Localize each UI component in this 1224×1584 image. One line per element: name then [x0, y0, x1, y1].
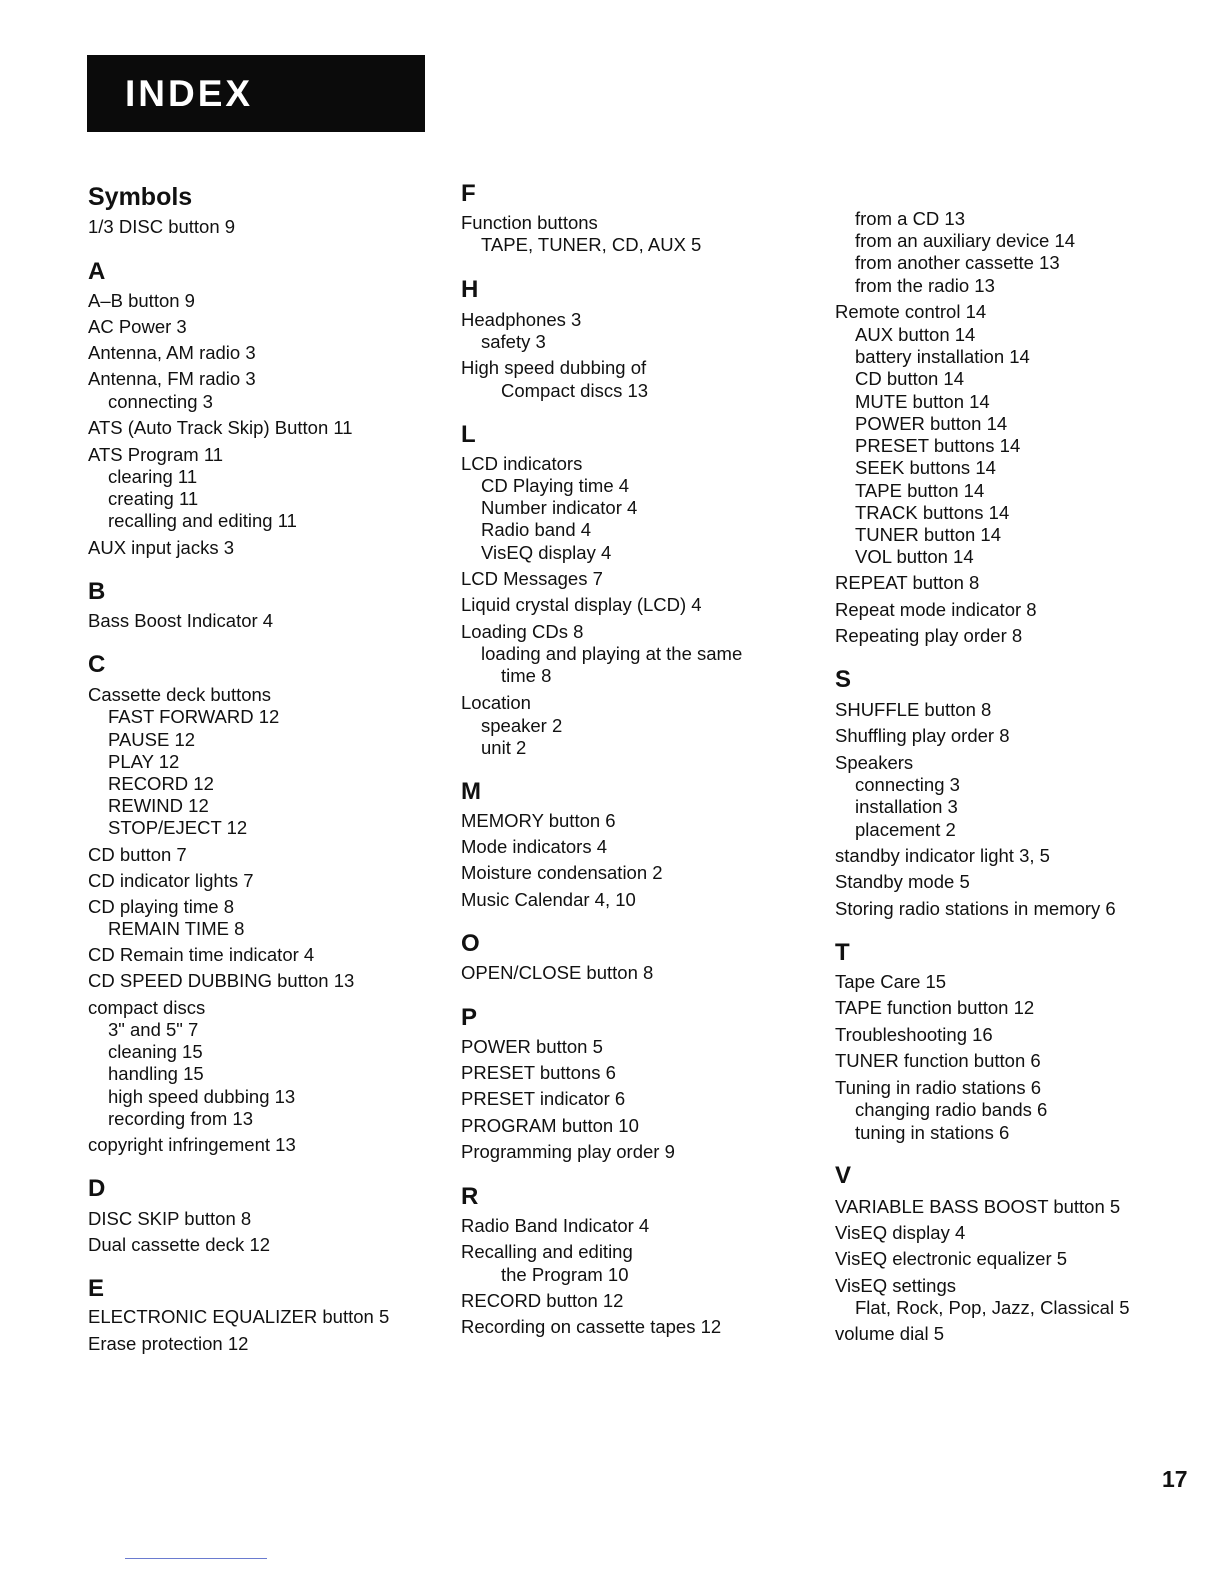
index-letter-heading: O	[461, 930, 480, 957]
index-letter-heading: R	[461, 1183, 479, 1210]
index-subentry: Flat, Rock, Pop, Jazz, Classical 5	[855, 1297, 1130, 1318]
index-subentry: VisEQ display 4	[481, 542, 612, 563]
index-entry: Repeat mode indicator 8	[835, 599, 1037, 620]
index-subentry: unit 2	[481, 737, 527, 758]
index-subentry: Compact discs 13	[501, 380, 649, 401]
index-entry: compact discs	[88, 997, 206, 1018]
index-entry: Music Calendar 4, 10	[461, 889, 636, 910]
index-entry: VARIABLE BASS BOOST button 5	[835, 1196, 1121, 1217]
index-entry: VisEQ electronic equalizer 5	[835, 1248, 1068, 1269]
index-entry: Recalling and editing	[461, 1241, 633, 1262]
index-entry: CD indicator lights 7	[88, 870, 254, 891]
index-entry: A–B button 9	[88, 290, 195, 311]
index-letter-heading: T	[835, 939, 850, 966]
index-subentry: high speed dubbing 13	[108, 1086, 296, 1107]
footer-rule	[125, 1558, 267, 1559]
index-entry: Mode indicators 4	[461, 836, 608, 857]
index-letter-heading: F	[461, 180, 476, 207]
index-subentry: from another cassette 13	[855, 252, 1060, 273]
index-subentry: the Program 10	[501, 1264, 629, 1285]
index-subentry: Number indicator 4	[481, 497, 638, 518]
index-entry: Liquid crystal display (LCD) 4	[461, 594, 702, 615]
index-letter-heading: M	[461, 778, 481, 805]
index-entry: CD Remain time indicator 4	[88, 944, 315, 965]
index-subentry: from the radio 13	[855, 275, 995, 296]
index-subentry: Radio band 4	[481, 519, 592, 540]
index-letter-heading: E	[88, 1275, 105, 1302]
index-subentry: connecting 3	[855, 774, 960, 795]
index-entry: VisEQ settings	[835, 1275, 956, 1296]
index-entry: Speakers	[835, 752, 914, 773]
index-letter-heading: H	[461, 276, 479, 303]
index-subentry: clearing 11	[108, 466, 198, 487]
index-entry: Repeating play order 8	[835, 625, 1023, 646]
index-entry: Dual cassette deck 12	[88, 1234, 271, 1255]
page-number: 17	[1162, 1466, 1188, 1492]
index-subentry: changing radio bands 6	[855, 1099, 1048, 1120]
index-subentry: placement 2	[855, 819, 956, 840]
index-subentry: CD button 14	[855, 368, 965, 389]
index-subentry: creating 11	[108, 488, 199, 509]
index-subentry: RECORD 12	[108, 773, 214, 794]
index-title-bar	[87, 55, 425, 132]
index-entry: PRESET indicator 6	[461, 1088, 626, 1109]
index-entry: Function buttons	[461, 212, 598, 233]
index-entry: High speed dubbing of	[461, 357, 647, 378]
index-entry: PROGRAM button 10	[461, 1115, 639, 1136]
index-subentry: FAST FORWARD 12	[108, 706, 280, 727]
index-subentry: TRACK buttons 14	[855, 502, 1010, 523]
index-subentry: time 8	[501, 665, 552, 686]
index-subentry: battery installation 14	[855, 346, 1030, 367]
index-entry: PRESET buttons 6	[461, 1062, 616, 1083]
index-subentry: AUX button 14	[855, 324, 976, 345]
index-subentry: speaker 2	[481, 715, 563, 736]
index-entry: Programming play order 9	[461, 1141, 675, 1162]
index-entry: Erase protection 12	[88, 1333, 249, 1354]
index-entry: REPEAT button 8	[835, 572, 980, 593]
index-letter-heading: P	[461, 1004, 478, 1031]
index-subentry: TUNER button 14	[855, 524, 1002, 545]
index-subentry: recording from 13	[108, 1108, 253, 1129]
index-entry: DISC SKIP button 8	[88, 1208, 252, 1229]
index-subentry: SEEK buttons 14	[855, 457, 996, 478]
page-title: INDEX	[125, 73, 254, 114]
index-entry: Troubleshooting 16	[835, 1024, 993, 1045]
index-entry: Antenna, FM radio 3	[88, 368, 256, 389]
index-entry: Standby mode 5	[835, 871, 970, 892]
index-subentry: recalling and editing 11	[108, 510, 297, 531]
index-subentry: handling 15	[108, 1063, 204, 1084]
index-entry: MEMORY button 6	[461, 810, 616, 831]
index-entry: Remote control 14	[835, 301, 987, 322]
index-subentry: installation 3	[855, 796, 958, 817]
index-entry: AUX input jacks 3	[88, 537, 235, 558]
index-letter-heading: D	[88, 1175, 106, 1202]
index-letter-heading: A	[88, 258, 106, 285]
index-entry: CD SPEED DUBBING button 13	[88, 970, 355, 991]
index-entry: Antenna, AM radio 3	[88, 342, 256, 363]
index-letter-heading: S	[835, 666, 852, 693]
index-entry: ATS Program 11	[88, 444, 224, 465]
index-entry: Location	[461, 692, 531, 713]
index-subentry: cleaning 15	[108, 1041, 203, 1062]
index-entry: volume dial 5	[835, 1323, 945, 1344]
index-entry: CD playing time 8	[88, 896, 235, 917]
index-entry: SHUFFLE button 8	[835, 699, 992, 720]
index-subentry: PRESET buttons 14	[855, 435, 1021, 456]
index-subentry: 3" and 5" 7	[108, 1019, 199, 1040]
index-subentry: safety 3	[481, 331, 546, 352]
index-entry: Radio Band Indicator 4	[461, 1215, 650, 1236]
index-subentry: TAPE button 14	[855, 480, 985, 501]
index-entry: Moisture condensation 2	[461, 862, 663, 883]
index-entry: Headphones 3	[461, 309, 582, 330]
index-entry: Tape Care 15	[835, 971, 947, 992]
index-entry: LCD indicators	[461, 453, 583, 474]
index-subentry: TAPE, TUNER, CD, AUX 5	[481, 234, 702, 255]
index-subentry: REWIND 12	[108, 795, 209, 816]
index-entry: Cassette deck buttons	[88, 684, 272, 705]
index-subentry: tuning in stations 6	[855, 1122, 1010, 1143]
index-subentry: from a CD 13	[855, 208, 966, 229]
index-entry: standby indicator light 3, 5	[835, 845, 1050, 866]
index-subentry: VOL button 14	[855, 546, 974, 567]
index-subentry: from an auxiliary device 14	[855, 230, 1076, 251]
index-entry: Shuffling play order 8	[835, 725, 1010, 746]
index-entry: OPEN/CLOSE button 8	[461, 962, 654, 983]
index-subentry: MUTE button 14	[855, 391, 990, 412]
index-entry: POWER button 5	[461, 1036, 603, 1057]
index-subentry: connecting 3	[108, 391, 213, 412]
index-letter-heading: C	[88, 651, 106, 678]
index-subentry: PAUSE 12	[108, 729, 196, 750]
index-entry: Loading CDs 8	[461, 621, 584, 642]
index-letter-heading: L	[461, 421, 476, 448]
index-subentry: PLAY 12	[108, 751, 180, 772]
index-subentry: STOP/EJECT 12	[108, 817, 248, 838]
index-entry: Recording on cassette tapes 12	[461, 1316, 722, 1337]
index-entry: LCD Messages 7	[461, 568, 603, 589]
index-entry: copyright infringement 13	[88, 1134, 296, 1155]
index-subentry: REMAIN TIME 8	[108, 918, 245, 939]
index-letter-heading: Symbols	[88, 183, 193, 211]
index-entry: Tuning in radio stations 6	[835, 1077, 1042, 1098]
index-entry: TAPE function button 12	[835, 997, 1035, 1018]
index-entry: VisEQ display 4	[835, 1222, 966, 1243]
index-entry: ATS (Auto Track Skip) Button 11	[88, 417, 353, 438]
index-subentry: POWER button 14	[855, 413, 1008, 434]
index-letter-heading: B	[88, 578, 106, 605]
index-entry: RECORD button 12	[461, 1290, 624, 1311]
index-entry: AC Power 3	[88, 316, 187, 337]
index-letter-heading: V	[835, 1162, 852, 1189]
index-entry: 1/3 DISC button 9	[88, 216, 236, 237]
index-entry: Storing radio stations in memory 6	[835, 898, 1116, 919]
index-subentry: loading and playing at the same	[481, 643, 743, 664]
index-entry: ELECTRONIC EQUALIZER button 5	[88, 1306, 390, 1327]
index-subentry: CD Playing time 4	[481, 475, 630, 496]
index-entry: Bass Boost Indicator 4	[88, 610, 274, 631]
index-entry: TUNER function button 6	[835, 1050, 1041, 1071]
index-entry: CD button 7	[88, 844, 187, 865]
